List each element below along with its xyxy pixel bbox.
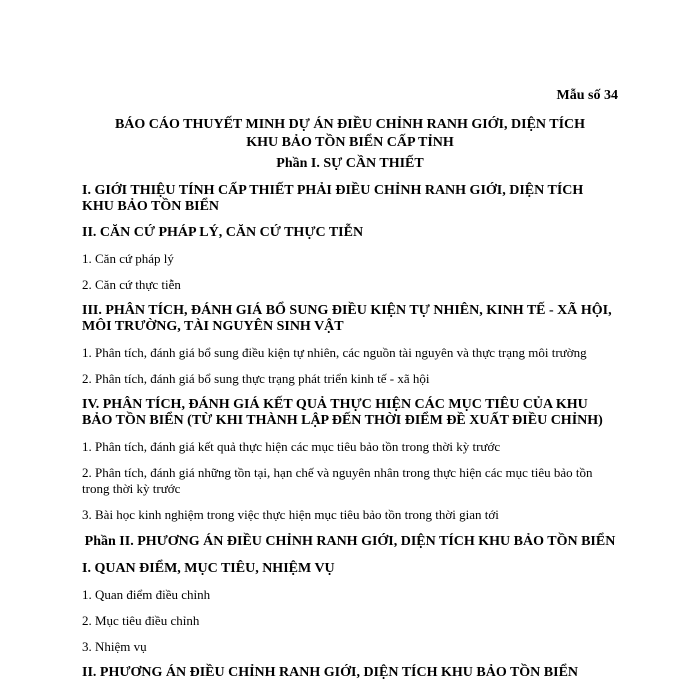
title-line-2: KHU BẢO TỒN BIỂN CẤP TỈNH	[246, 135, 454, 150]
part-1-heading: Phần I. SỰ CẦN THIẾT	[276, 156, 424, 171]
list-item: 1. Phân tích, đánh giá kết quả thực hiện các mục tiêu bảo tồn trong thời kỳ trước	[82, 439, 501, 454]
section-heading: II. CĂN CỨ PHÁP LÝ, CĂN CỨ THỰC TIỄN	[82, 225, 364, 240]
list-item: 2. Mục tiêu điều chỉnh	[82, 613, 200, 628]
document-title	[82, 116, 618, 152]
list-item: 1. Căn cứ pháp lý	[82, 251, 174, 266]
section-heading: III. PHÂN TÍCH, ĐÁNH GIÁ BỔ SUNG ĐIỀU KIỆN TỰ NHIÊN, KINH TẾ - XÃ HỘI, MÔI TRƯỜNG, TÀI NGUYÊN SINH VẬT	[82, 303, 612, 334]
form-number: Mẫu số 34	[556, 88, 618, 103]
part-2-heading: Phần II. PHƯƠNG ÁN ĐIỀU CHỈNH RANH GIỚI, DIỆN TÍCH KHU BẢO TỒN BIỂN	[84, 534, 616, 549]
section-heading: II. PHƯƠNG ÁN ĐIỀU CHỈNH RANH GIỚI, DIỆN TÍCH KHU BẢO TỒN BIỂN	[82, 665, 579, 680]
list-item: 2. Căn cứ thực tiễn	[82, 277, 181, 292]
list-item: 1. Quan điểm điều chỉnh	[82, 587, 211, 602]
title-line-1: BÁO CÁO THUYẾT MINH DỰ ÁN ĐIỀU CHỈNH RANH GIỚI, DIỆN TÍCH	[114, 117, 586, 132]
list-item: 3. Bài học kinh nghiệm trong việc thực hiện mục tiêu bảo tồn trong thời gian tới	[82, 507, 499, 522]
list-item: 2. Phân tích, đánh giá bổ sung thực trạng phát triển kinh tế - xã hội	[82, 371, 430, 386]
section-heading: IV. PHÂN TÍCH, ĐÁNH GIÁ KẾT QUẢ THỰC HIỆN CÁC MỤC TIÊU CỦA KHU BẢO TỒN BIỂN (TỪ KHI THÀNH LẬP ĐẾN THỜI ĐIỂM ĐỀ XUẤT ĐIỀU CHỈNH)	[82, 397, 603, 428]
section-heading: I. QUAN ĐIỂM, MỤC TIÊU, NHIỆM VỤ	[82, 561, 335, 576]
section-heading: I. GIỚI THIỆU TÍNH CẤP THIẾT PHẢI ĐIỀU CHỈNH RANH GIỚI, DIỆN TÍCH KHU BẢO TỒN BIỂN	[82, 183, 584, 214]
list-item: 1. Phân tích, đánh giá bổ sung điều kiện tự nhiên, các nguồn tài nguyên và thực trạng môi trường	[82, 345, 587, 360]
list-item: 2. Phân tích, đánh giá những tồn tại, hạn chế và nguyên nhân trong thực hiện các mục tiêu bảo tồn trong thời kỳ trước	[82, 465, 593, 496]
document-body	[82, 155, 618, 691]
list-item: 3. Nhiệm vụ	[82, 639, 147, 654]
